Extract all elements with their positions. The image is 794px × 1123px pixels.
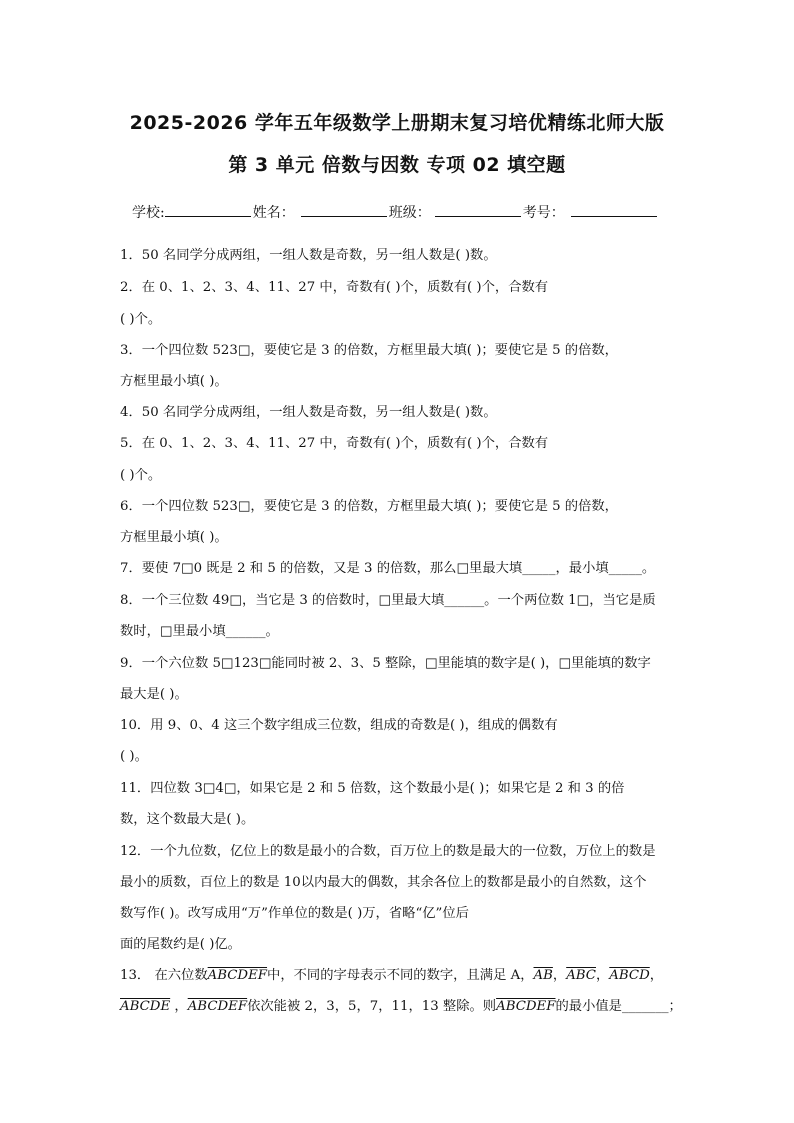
number-label: 考号： xyxy=(522,205,565,221)
question-13-line1 xyxy=(120,967,663,985)
overline-abcdef: ABCDEF xyxy=(187,999,248,1014)
question-line: 最大是( )。 xyxy=(120,687,188,702)
question-line: ( )个。 xyxy=(120,312,162,327)
question-line: 10．用 9、0、4 这三个数字组成三位数，组成的奇数是( )，组成的偶数有 xyxy=(120,718,558,733)
separator: ， xyxy=(170,999,188,1014)
separator: ， xyxy=(595,968,610,983)
number-blank xyxy=(571,202,657,217)
school-label: 学校: xyxy=(132,205,165,221)
question-line: 8．一个三位数 49□，当它是 3 的倍数时，□里最大填______。一个两位数 1□，当它是质 xyxy=(120,593,656,608)
q13-end: 的最小值是_______； xyxy=(555,999,682,1014)
question-line: 12．一个九位数，亿位上的数是最小的合数，百万位上的数是最大的一位数，万位上的数是 xyxy=(120,844,656,859)
class-label: 班级： xyxy=(388,205,431,221)
question-line: 方框里最小填( )。 xyxy=(120,374,228,389)
question-line: ( )。 xyxy=(120,749,148,764)
document-title: 2025-2026 学年五年级数学上册期末复习培优精练北师大版 xyxy=(129,112,665,134)
question-line: 5．在 0、1、2、3、4、11、27 中，奇数有( )个，质数有( )个，合数有 xyxy=(120,436,549,451)
school-blank xyxy=(165,202,251,217)
overline-abcdef: ABCDEF xyxy=(496,999,556,1014)
overline-abcdef: ABCDEF xyxy=(207,968,268,983)
class-blank xyxy=(435,202,521,217)
overline-ab: $\overline{AB}$ xyxy=(533,968,553,983)
separator: ， xyxy=(552,968,567,983)
question-line: 6．一个四位数 523□，要使它是 3 的倍数，方框里最大填( )；要使它是 5 的倍数， xyxy=(120,499,618,514)
question-line: 数，这个数最大是( )。 xyxy=(120,812,255,827)
question-line: 方框里最小填( )。 xyxy=(120,530,228,545)
question-line: 1．50 名同学分成两组，一组人数是奇数，另一组人数是( )数。 xyxy=(120,248,497,263)
overline-abcd: ABCD xyxy=(609,968,650,983)
q13-mid2: 依次能被 2，3，5，7，11，13 整除。则 xyxy=(247,999,497,1014)
question-line: 2．在 0、1、2、3、4、11、27 中，奇数有( )个，质数有( )个，合数有 xyxy=(120,280,549,295)
question-line: 4．50 名同学分成两组，一组人数是奇数，另一组人数是( )数。 xyxy=(120,405,497,420)
question-line: 11．四位数 3□4□，如果它是 2 和 5 倍数，这个数最小是( )；如果它是 2 和 3 的倍 xyxy=(120,781,625,796)
name-blank xyxy=(301,202,387,217)
question-line: 数时，□里最小填______。 xyxy=(120,624,279,639)
question-line: 7．要使 7□0 既是 2 和 5 的倍数，又是 3 的倍数，那么□里最大填_____，最小填_____。 xyxy=(120,561,656,576)
overline-abc: $\overline{ABC}$ xyxy=(566,968,596,983)
question-line: ( )个。 xyxy=(120,468,162,483)
question-line: 3．一个四位数 523□，要使它是 3 的倍数，方框里最大填( )；要使它是 5 的倍数， xyxy=(120,343,618,358)
overline-abcde: ABCDE xyxy=(120,999,171,1014)
separator: ， xyxy=(649,968,664,983)
q13-mid1: 中，不同的字母表示不同的数字，且满足 A， xyxy=(267,968,534,983)
question-line: 9．一个六位数 5□123□能同时被 2、3、5 整除，□里能填的数字是( )，□里能填的数字 xyxy=(120,656,651,671)
question-line: 面的尾数约是( )亿。 xyxy=(120,937,241,952)
q13-prefix: 13． 在六位数 xyxy=(120,968,208,983)
question-13-line2 xyxy=(120,998,682,1016)
question-line: 数写作( )。改写成用“万”作单位的数是( )万，省略“亿”位后 xyxy=(120,906,469,921)
document-subtitle: 第 3 单元 倍数与因数 专项 02 填空题 xyxy=(228,154,566,176)
question-line: 最小的质数，百位上的数是 10以内最大的偶数，其余各位上的数都是最小的自然数，这个 xyxy=(120,875,647,890)
student-info-row xyxy=(132,202,659,222)
name-label: 姓名： xyxy=(252,205,295,221)
